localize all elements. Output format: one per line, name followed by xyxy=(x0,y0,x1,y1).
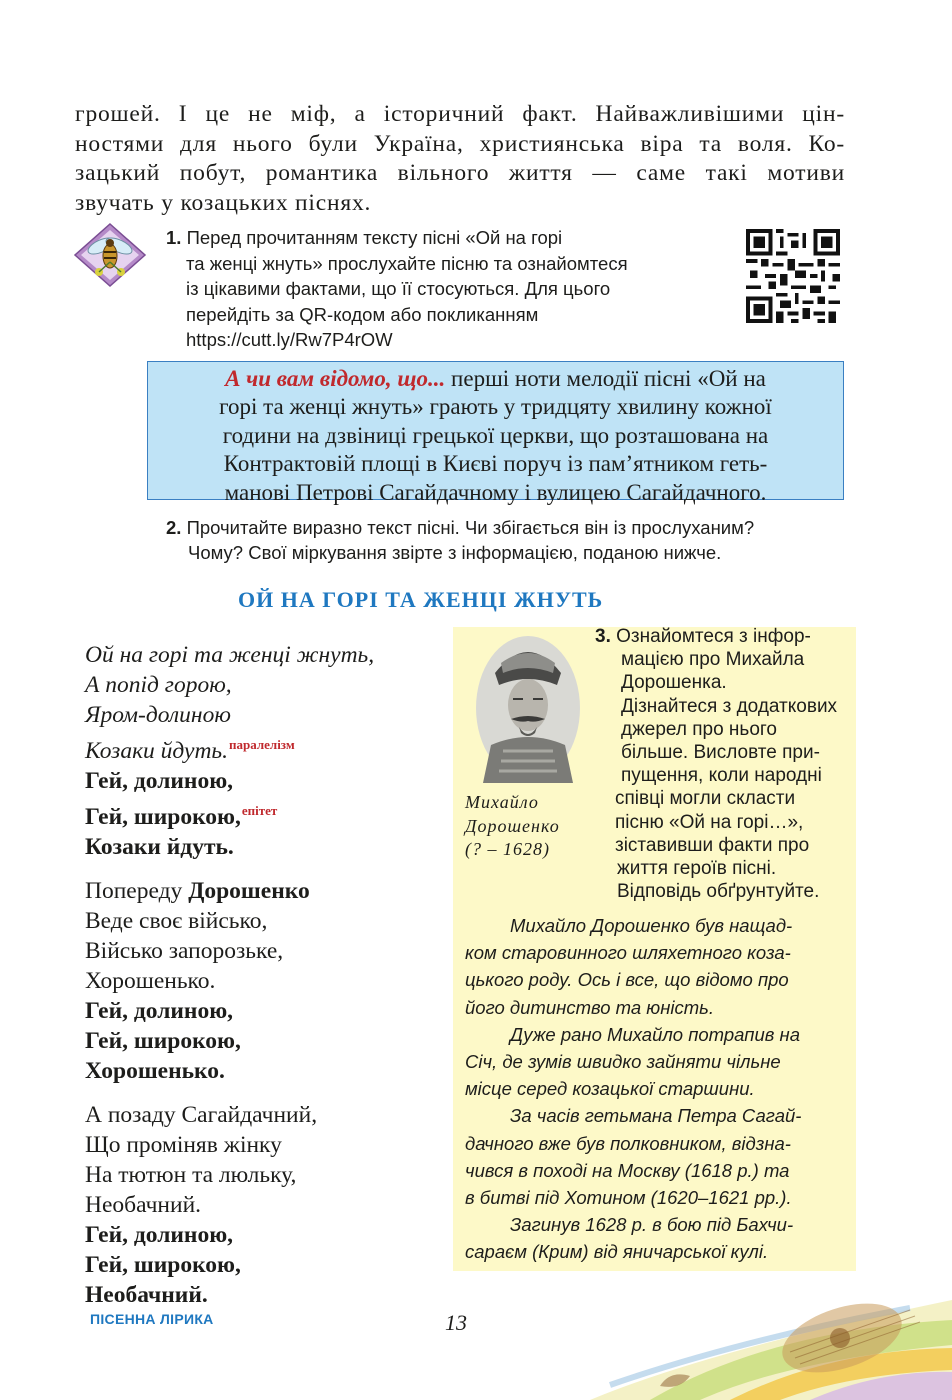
task-number: 1. xyxy=(166,227,182,248)
task-3 xyxy=(595,625,837,903)
bio-line: Загинув 1628 р. в бою під Бахчи- xyxy=(510,1214,794,1236)
bio-line: Михайло Дорошенко був нащад- xyxy=(510,915,793,936)
intro-paragraph xyxy=(75,100,845,218)
verse-line: Попереду xyxy=(85,878,189,904)
song-title: ОЙ НА ГОРІ ТА ЖЕНЦІ ЖНУТЬ xyxy=(238,587,604,612)
info-line: горі та женці жнуть» грають у тридцяту хвилину кожної xyxy=(219,394,772,420)
bio-line: За часів гетьмана Петра Сагай- xyxy=(510,1105,802,1127)
task-line: життя героїв пісні. xyxy=(617,858,777,880)
verse-line: Яром-долиною xyxy=(85,702,231,728)
bee-icon xyxy=(73,222,147,288)
portrait-image xyxy=(473,633,583,783)
song-text xyxy=(85,640,445,1310)
caption-line: (? – 1628) xyxy=(465,839,550,859)
verse-line: Козаки йдуть. xyxy=(85,738,228,764)
verse-line: Хорошенько. xyxy=(85,968,216,994)
refrain-line: Гей, широкою, xyxy=(85,1028,241,1054)
task-line: співці могли скласти xyxy=(615,788,796,810)
term-note-epithet: епітет xyxy=(241,803,278,818)
refrain-line: Необачний. xyxy=(85,1282,208,1308)
refrain-line: Гей, долиною, xyxy=(85,1222,234,1248)
bio-line: Дуже рано Михайло потрапив на xyxy=(510,1023,800,1045)
verse-line: А позаду Сагайдачний, xyxy=(85,1102,318,1128)
bio-line: чився в поході на Москву (1618 р.) та xyxy=(465,1159,790,1181)
caption-line: Дорошенко xyxy=(465,815,560,836)
info-line: манові Петрові Сагайдачному і вулицею Сагайдачного. xyxy=(224,479,767,505)
task-line: Ознайомтеся з інфор- xyxy=(610,626,811,647)
refrain-line: Хорошенько. xyxy=(85,1058,225,1084)
refrain-line: Гей, широкою, xyxy=(85,804,241,830)
info-line: перші ноти мелодії пісні «Ой на xyxy=(445,366,766,391)
portrait-caption xyxy=(465,791,605,862)
task-line: Дорошенка. xyxy=(621,672,727,694)
verse-name-bold: Дорошенко xyxy=(188,878,310,904)
intro-line: ностями для нього були Україна, християнська віра та воля. Ко- xyxy=(75,130,845,157)
task-link[interactable]: https://cutt.ly/Rw7P4rOW xyxy=(186,329,393,350)
verse-line: А попід горою, xyxy=(85,672,232,698)
page-number: 13 xyxy=(445,1310,467,1335)
task-line: Дізнайтеся з додаткових xyxy=(621,695,838,717)
qr-code[interactable] xyxy=(746,229,840,323)
intro-line: звучать у козацьких піснях. xyxy=(75,189,372,216)
intro-line: зацький побут, романтика вільного життя — саме такі мотиви xyxy=(75,160,845,187)
caption-line: Михайло xyxy=(465,792,539,812)
bio-line: в битві під Хотином (1620–1621 рр.). xyxy=(465,1187,792,1209)
info-line: Контрактовій площі в Києві поруч із пам’ятником геть- xyxy=(223,451,768,477)
did-you-know-box xyxy=(147,361,844,505)
task-line: мацією про Михайла xyxy=(621,649,805,671)
bio-line: місце серед козацької старшини. xyxy=(465,1078,755,1100)
intro-line: грошей. І це не міф, а історичний факт. Найважливішими цін- xyxy=(75,101,845,127)
task-line: та женці жнуть» прослухайте пісню та ознайомтеся xyxy=(186,252,628,274)
bio-line: дачного вже був полковником, відзна- xyxy=(465,1132,791,1154)
verse-line: Військо запорозьке, xyxy=(85,938,284,964)
biography-text xyxy=(465,912,845,1266)
task-number: 3. xyxy=(595,626,611,647)
task-line: Чому? Свої міркування звірте з інформацією, поданою нижче. xyxy=(188,542,722,563)
verse-line: На тютюн та люльку, xyxy=(85,1162,297,1188)
task-1 xyxy=(166,225,628,353)
info-line: години на дзвіниці грецької церкви, що розташована на xyxy=(222,422,769,448)
task-2 xyxy=(166,515,754,565)
task-line: із цікавими фактами, що її стосуються. Для цього xyxy=(186,278,611,299)
verse-line: Що проміняв жінку xyxy=(85,1132,282,1158)
task-line: перейдіть за QR-кодом або покликанням xyxy=(186,303,539,325)
bio-line: його дитинство та юність. xyxy=(465,996,715,1018)
verse-line: Ой на горі та женці жнуть, xyxy=(85,642,375,668)
task-line: Перед прочитанням тексту пісні «Ой на горі xyxy=(186,227,563,248)
task-line: більше. Висловте при- xyxy=(621,742,820,764)
refrain-line: Гей, широкою, xyxy=(85,1252,241,1278)
refrain-line: Гей, долиною, xyxy=(85,768,234,794)
verse-line: Веде своє військо, xyxy=(85,908,268,934)
task-line: джерел про нього xyxy=(621,718,777,740)
bio-line: сараєм (Крим) від яничарської кулі. xyxy=(465,1241,769,1263)
task-number: 2. xyxy=(166,517,182,538)
task-line: пісню «Ой на горі…», xyxy=(615,811,804,833)
refrain-line: Гей, долиною, xyxy=(85,998,234,1024)
task-line: Прочитайте виразно текст пісні. Чи збігається він із прослуханим? xyxy=(186,517,755,538)
section-label: ПІСЕННА ЛІРИКА xyxy=(90,1311,214,1327)
bandura-decoration-icon xyxy=(590,1290,952,1400)
task-line: Відповідь обґрунтуйте. xyxy=(617,881,820,903)
bio-line: ком старовинного шляхетного коза- xyxy=(465,942,791,964)
verse-line: Необачний. xyxy=(85,1192,202,1218)
bio-line: цького роду. Ось і все, що відомо про xyxy=(465,969,789,991)
term-note-parallelism: паралелізм xyxy=(229,737,295,752)
bio-line: Січ, де зумів швидко зайняти чільне xyxy=(465,1051,781,1073)
did-you-know-lead: А чи вам відомо, що... xyxy=(225,366,446,391)
task-line: зіставивши факти про xyxy=(615,834,810,856)
refrain-line: Козаки йдуть. xyxy=(85,834,234,860)
task-line: пущення, коли народні xyxy=(621,765,822,787)
